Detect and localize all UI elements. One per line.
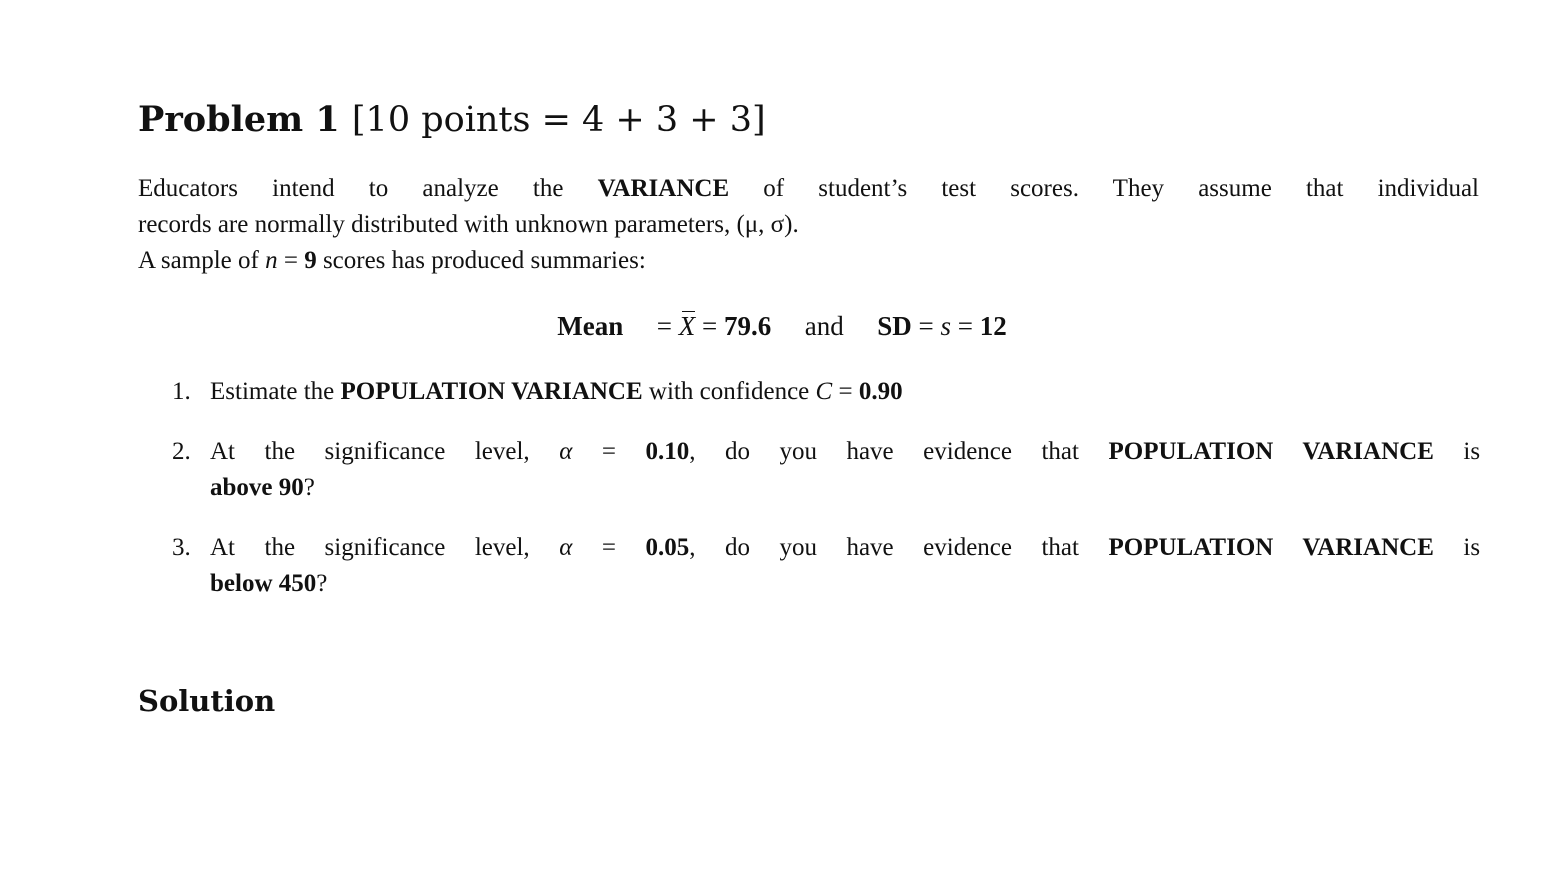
intro-variance-keyword: VARIANCE xyxy=(597,175,730,202)
list-item-number: 2. xyxy=(172,438,191,465)
confidence-symbol: C xyxy=(815,378,833,405)
sample-mean-symbol: X xyxy=(679,308,696,344)
intro-line-1 xyxy=(138,171,1479,207)
list-item-number: 1. xyxy=(172,378,191,405)
intro-text: They assume that individual xyxy=(1112,175,1479,202)
list-item-2 xyxy=(210,434,1480,470)
problem-title xyxy=(138,96,766,144)
equals-sign: = xyxy=(838,378,853,405)
alpha-symbol: α xyxy=(559,438,573,465)
alpha-symbol: α xyxy=(559,534,573,561)
confidence-value: 0.90 xyxy=(858,378,903,405)
sd-symbol: s xyxy=(940,311,951,341)
list-item-3-cont xyxy=(210,566,327,602)
item-keyword: POPULATION VARIANCE xyxy=(340,378,643,405)
item-text: , do you have evidence that xyxy=(689,534,1079,561)
and-text: and xyxy=(804,311,844,341)
equals-sign: = xyxy=(656,311,672,341)
intro-text: Educators intend to analyze the xyxy=(138,175,564,202)
list-item-2-cont xyxy=(210,470,315,506)
alpha-value: 0.05 xyxy=(645,534,690,561)
item-text: At the significance level, xyxy=(210,534,530,561)
list-item-3 xyxy=(210,530,1480,566)
item-keyword: POPULATION VARIANCE xyxy=(1108,438,1434,465)
hypothesis-threshold: above 90 xyxy=(210,474,304,501)
intro-line-2 xyxy=(138,207,799,243)
equals-sign: = xyxy=(283,247,298,274)
equals-sign: = xyxy=(957,311,973,341)
hypothesis-threshold: below 450 xyxy=(210,570,317,597)
sample-size-value: 9 xyxy=(304,247,317,274)
alpha-value: 0.10 xyxy=(645,438,690,465)
question-mark: ? xyxy=(316,570,328,597)
item-text: , do you have evidence that xyxy=(689,438,1079,465)
item-text: At the significance level, xyxy=(210,438,530,465)
mean-label: Mean xyxy=(557,311,624,341)
summary-equation xyxy=(0,308,1564,344)
intro-text: scores has produced summaries: xyxy=(322,247,646,274)
intro-text: records are normally distributed with unknown parameters, (μ, σ). xyxy=(138,211,799,238)
item-text: with confidence xyxy=(648,378,810,405)
item-keyword: POPULATION VARIANCE xyxy=(1108,534,1434,561)
item-text: is xyxy=(1463,438,1481,465)
equals-sign: = xyxy=(918,311,934,341)
intro-text: A sample of xyxy=(138,247,259,274)
item-text: is xyxy=(1463,534,1481,561)
solution-heading: Solution xyxy=(138,684,276,718)
question-mark: ? xyxy=(303,474,315,501)
equals-sign: = xyxy=(601,438,616,465)
equals-sign: = xyxy=(702,311,718,341)
list-item-1 xyxy=(210,374,903,410)
sd-value: 12 xyxy=(979,311,1007,341)
equals-sign: = xyxy=(601,534,616,561)
problem-label: Problem 1 xyxy=(138,99,340,140)
intro-line-3 xyxy=(138,243,646,279)
intro-text: of student’s test scores. xyxy=(763,175,1079,202)
sample-size-symbol: n xyxy=(265,247,278,274)
problem-points: [10 points = 4 + 3 + 3] xyxy=(351,100,766,140)
sd-label: SD xyxy=(877,311,912,341)
list-item-number: 3. xyxy=(172,534,191,561)
mean-value: 79.6 xyxy=(723,311,772,341)
item-text: Estimate the xyxy=(210,378,335,405)
